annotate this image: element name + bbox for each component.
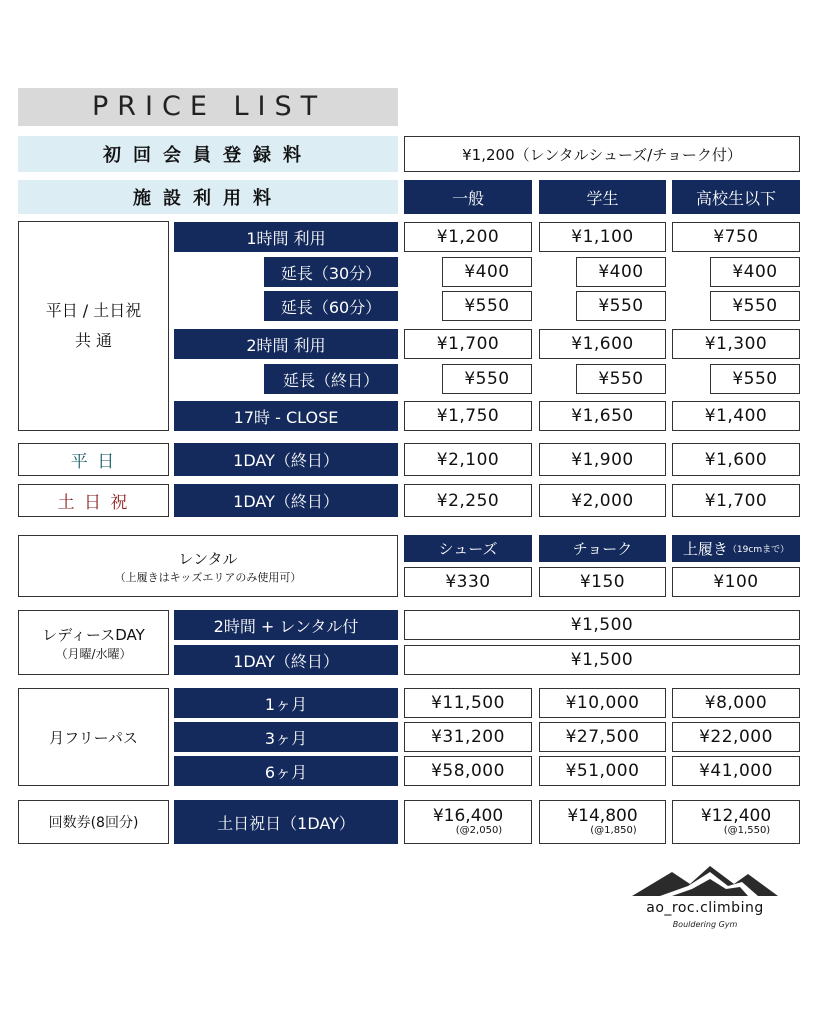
rental-indoor-shoes-title: 上履き — [682, 540, 728, 558]
price-ext60-student: ¥550 — [576, 291, 666, 321]
rental-label — [18, 535, 398, 597]
price-coupon-kids — [672, 800, 800, 844]
price-2hour-kids: ¥1,300 — [672, 329, 800, 359]
coupon-label: 回数券(8回分) — [18, 800, 169, 844]
weekday-label: 平 日 — [18, 443, 169, 476]
price-coupon-general — [404, 800, 532, 844]
price-ext60-general: ¥550 — [442, 291, 532, 321]
price-1m-student: ¥10,000 — [539, 688, 666, 718]
price-extday-student: ¥550 — [576, 364, 666, 394]
monthly-6m-label: 6ヶ月 — [174, 756, 398, 786]
price-2hour-student: ¥1,600 — [539, 329, 666, 359]
price-17close-kids: ¥1,400 — [672, 401, 800, 431]
price-coupon-student-total: ¥14,800 — [567, 805, 638, 826]
price-rental-chalk: ¥150 — [539, 567, 666, 597]
row-extday-label: 延長（終日） — [264, 364, 398, 394]
row-2hour-label: 2時間 利用 — [174, 329, 398, 359]
monthly-3m-label: 3ヶ月 — [174, 722, 398, 752]
registration-value: ¥1,200（レンタルシューズ/チョーク付） — [404, 136, 800, 172]
registration-label: 初回会員登録料 — [18, 136, 398, 172]
price-rental-indoor-shoes: ¥100 — [672, 567, 800, 597]
price-coupon-kids-total: ¥12,400 — [700, 805, 772, 826]
price-ext30-general: ¥400 — [442, 257, 532, 287]
price-6m-kids: ¥41,000 — [672, 756, 800, 786]
price-ext60-kids: ¥550 — [710, 291, 800, 321]
price-weekday-student: ¥1,900 — [539, 443, 666, 476]
rental-indoor-shoes-label — [672, 535, 800, 562]
price-coupon-student-unit: (@1,850) — [590, 824, 637, 836]
price-1hour-kids: ¥750 — [672, 222, 800, 252]
ladies-label — [18, 610, 169, 675]
col-general: 一般 — [404, 180, 532, 214]
rental-indoor-shoes-note: （19cmまで） — [727, 545, 790, 555]
price-coupon-kids-unit: (@1,550) — [723, 824, 771, 836]
price-3m-student: ¥27,500 — [539, 722, 666, 752]
common-label-line2: 共 通 — [74, 331, 113, 350]
price-1m-general: ¥11,500 — [404, 688, 532, 718]
price-ext30-kids: ¥400 — [710, 257, 800, 287]
price-3m-general: ¥31,200 — [404, 722, 532, 752]
monthly-label: 月フリーパス — [18, 688, 169, 786]
price-17close-student: ¥1,650 — [539, 401, 666, 431]
ladies-sub: （月曜/水曜） — [55, 646, 132, 661]
weekday-1day-label: 1DAY（終日） — [174, 443, 398, 476]
common-label-line1: 平日 / 土日祝 — [45, 300, 142, 320]
price-extday-kids: ¥550 — [710, 364, 800, 394]
price-1hour-general: ¥1,200 — [404, 222, 532, 252]
rental-chalk-label: チョーク — [539, 535, 666, 562]
row-1hour-label: 1時間 利用 — [174, 222, 398, 252]
price-weekday-kids: ¥1,600 — [672, 443, 800, 476]
logo-sub: Bouldering Gym — [672, 920, 738, 929]
price-3m-kids: ¥22,000 — [672, 722, 800, 752]
rental-title: レンタル — [178, 549, 238, 568]
gym-logo — [630, 862, 780, 942]
row-ext30-label: 延長（30分） — [264, 257, 398, 287]
page-title: PRICE LIST — [18, 88, 398, 126]
price-weekend-general: ¥2,250 — [404, 484, 532, 517]
price-1m-kids: ¥8,000 — [672, 688, 800, 718]
mountain-icon — [630, 862, 780, 898]
row-17close-label: 17時 - CLOSE — [174, 401, 398, 431]
price-weekend-kids: ¥1,700 — [672, 484, 800, 517]
rental-note: （上履きはキッズエリアのみ使用可） — [114, 570, 302, 584]
price-ladies-2hour: ¥1,500 — [404, 610, 800, 640]
logo-name: ao_roc.climbing — [646, 900, 764, 916]
price-coupon-student — [539, 800, 666, 844]
price-ext30-student: ¥400 — [576, 257, 666, 287]
price-coupon-general-unit: (@2,050) — [455, 824, 503, 836]
col-high-school: 高校生以下 — [672, 180, 800, 214]
ladies-1day-label: 1DAY（終日） — [174, 645, 398, 675]
row-ext60-label: 延長（60分） — [264, 291, 398, 321]
common-label — [18, 221, 169, 431]
ladies-2hour-label: 2時間 + レンタル付 — [174, 610, 398, 640]
price-17close-general: ¥1,750 — [404, 401, 532, 431]
monthly-1m-label: 1ヶ月 — [174, 688, 398, 718]
weekend-label: 土 日 祝 — [18, 484, 169, 517]
price-rental-shoes: ¥330 — [404, 567, 532, 597]
ladies-title: レディースDAY — [42, 625, 145, 644]
price-weekend-student: ¥2,000 — [539, 484, 666, 517]
rental-shoes-label: シューズ — [404, 535, 532, 562]
price-coupon-general-total: ¥16,400 — [432, 805, 504, 826]
price-1hour-student: ¥1,100 — [539, 222, 666, 252]
weekend-1day-label: 1DAY（終日） — [174, 484, 398, 517]
price-weekday-general: ¥2,100 — [404, 443, 532, 476]
price-ladies-1day: ¥1,500 — [404, 645, 800, 675]
price-extday-general: ¥550 — [442, 364, 532, 394]
facility-label: 施設利用料 — [18, 180, 398, 214]
price-2hour-general: ¥1,700 — [404, 329, 532, 359]
coupon-weekend-label: 土日祝日（1DAY） — [174, 800, 398, 844]
price-6m-general: ¥58,000 — [404, 756, 532, 786]
price-6m-student: ¥51,000 — [539, 756, 666, 786]
col-student: 学生 — [539, 180, 666, 214]
